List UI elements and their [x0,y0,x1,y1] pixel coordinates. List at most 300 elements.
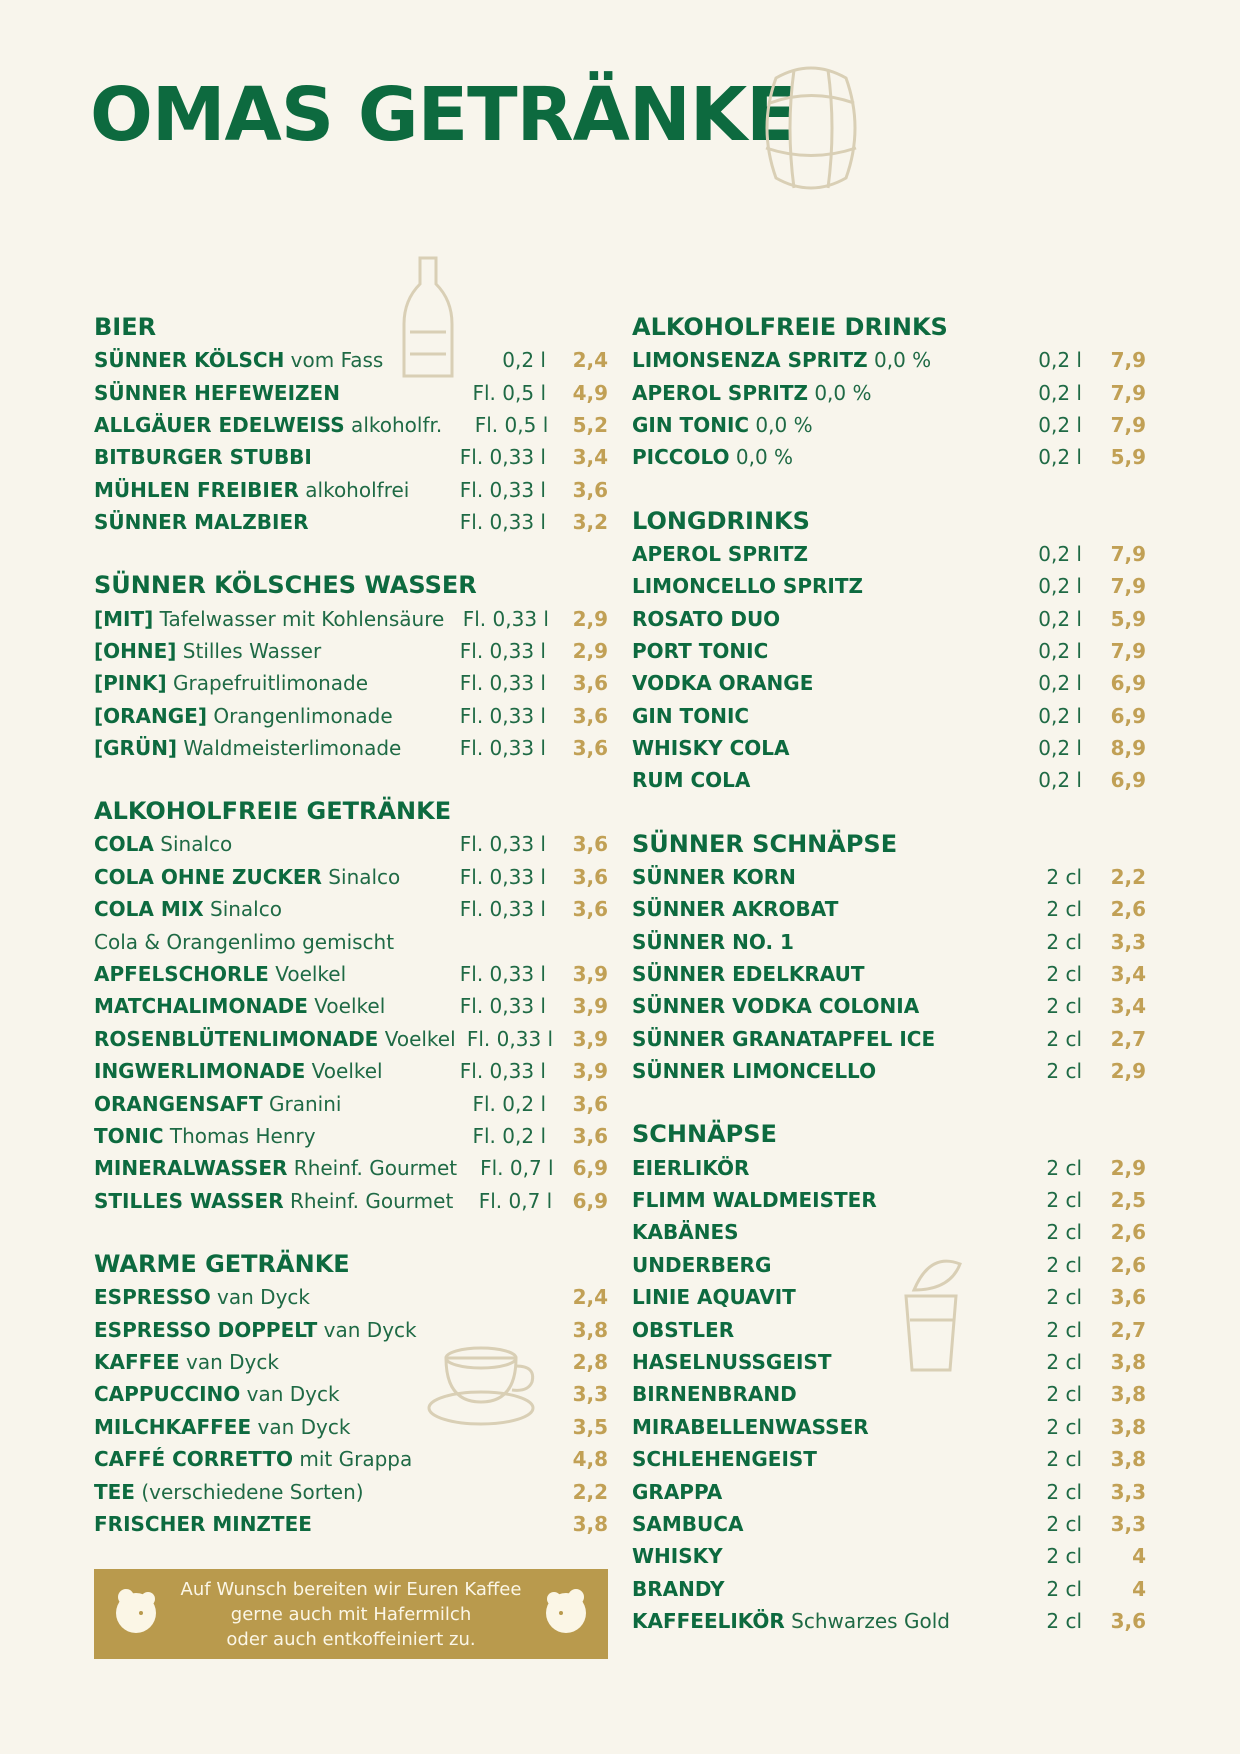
item-size: Fl. 0,33 l [459,671,546,696]
item-name [632,1512,1002,1536]
item-price: 3,3 [1110,1479,1146,1504]
menu-item [94,990,608,1022]
item-size: 0,2 l [1038,445,1082,470]
menu-item [632,893,1146,925]
item-title: MILCHKAFFEE [94,1414,252,1439]
item-title: UNDERBERG [632,1252,772,1277]
item-detail: Granini [262,1091,342,1116]
item-title: SÜNNER KÖLSCH [94,348,285,373]
item-size: 2 cl [1046,1609,1082,1634]
item-name [94,1027,456,1051]
item-price: 3,8 [572,1511,608,1536]
item-note: Cola & Orangenlimo gemischt [94,929,395,954]
item-name [632,445,1002,469]
menu-item [632,376,1146,408]
item-price: 3,6 [1110,1285,1146,1310]
item-name [94,1480,436,1504]
item-name [632,736,1002,760]
item-name [94,381,436,405]
item-price: 6,9 [1110,671,1146,696]
item-title: TEE [94,1479,135,1504]
item-price: 3,6 [572,671,608,696]
item-tag: [MIT] [94,606,154,631]
item-size: 2 cl [1046,1382,1082,1407]
item-price: 4 [1132,1576,1146,1601]
item-price: 2,7 [1110,1317,1146,1342]
menu-item [632,441,1146,473]
item-price: 3,4 [1110,962,1146,987]
item-title: INGWERLIMONADE [94,1059,306,1084]
item-name [632,1027,1002,1051]
item-detail: van Dyck [210,1285,310,1310]
item-name [94,1512,436,1536]
item-size: 2 cl [1046,1285,1082,1310]
menu-item [94,1508,608,1540]
item-name [94,704,436,728]
menu-item [632,1055,1146,1087]
item-name [94,348,436,372]
notice-line: gerne auch mit Hafermilch [230,1603,472,1625]
menu-item [94,893,608,925]
section-title: ALKOHOLFREIE GETRÄNKE [94,797,452,826]
menu-item [632,732,1146,764]
item-title: APEROL SPRITZ [632,380,808,405]
item-detail: mit Grappa [293,1447,413,1472]
item-title: BRANDY [632,1576,725,1601]
item-size: Fl. 0,2 l [472,1124,546,1148]
menu-item [632,1281,1146,1313]
item-name [94,607,444,631]
item-name [632,639,1002,663]
item-name [632,1253,1002,1277]
menu-item [94,828,608,860]
menu-item [94,1475,608,1507]
item-name [94,510,436,534]
item-detail: Schwarzes Gold [784,1609,950,1634]
menu-item [632,538,1146,570]
menu-item [94,409,608,441]
item-size: 2 cl [1046,1317,1082,1342]
item-name [632,574,1002,598]
menu-section [94,568,608,764]
item-price: 7,9 [1110,638,1146,663]
menu-item [94,474,608,506]
menu-item [94,1087,608,1119]
item-name [94,1092,436,1116]
item-title: VODKA ORANGE [632,671,814,696]
item-price: 7,9 [1110,412,1146,437]
menu-item [94,1346,608,1378]
menu-item [632,764,1146,796]
menu-item [632,667,1146,699]
item-price: 3,8 [1110,1447,1146,1472]
item-title: SÜNNER MALZBIER [94,510,309,535]
item-name [94,832,436,856]
item-size: 0,2 l [1038,736,1082,761]
item-detail: Orangenlimonade [206,703,393,728]
item-title: SÜNNER NO. 1 [632,929,794,954]
item-title: SÜNNER HEFEWEIZEN [94,380,340,405]
menu-item [632,635,1146,667]
item-detail: alkoholfrei [298,477,410,502]
item-size: Fl. 0,5 l [474,412,549,437]
menu-item [94,1443,608,1475]
item-title: GRAPPA [632,1479,723,1504]
item-price: 2,2 [1110,864,1146,889]
item-price: 5,9 [1110,606,1146,631]
item-size: Fl. 0,7 l [478,1188,553,1213]
menu-item [632,1346,1146,1378]
item-name [632,1285,1002,1309]
item-price: 7,9 [1110,541,1146,566]
item-detail: (verschiedene Sorten) [134,1479,364,1504]
item-name [632,348,1002,372]
item-detail: Waldmeisterlimonade [177,736,402,761]
menu-item [94,925,608,957]
item-name [632,1382,1002,1406]
menu-item [632,1151,1146,1183]
item-title: SÜNNER GRANATAPFEL ICE [632,1026,936,1051]
section-title: BIER [94,313,157,341]
item-size: 2 cl [1046,1479,1082,1504]
item-title: RUM COLA [632,768,751,793]
section-title: SCHNÄPSE [632,1120,777,1149]
item-size: 0,2 l [1038,380,1082,405]
item-price: 2,9 [1110,1059,1146,1084]
menu-item [94,1120,608,1152]
menu-column-right [632,310,1146,1667]
section-title: ALKOHOLFREIE DRINKS [632,313,948,341]
item-title: APEROL SPRITZ [632,541,808,566]
menu-item [632,1475,1146,1507]
item-size: 0,2 l [1038,606,1082,631]
menu-item [632,925,1146,957]
item-name [94,1382,436,1406]
item-title: APFELSCHORLE [94,962,269,987]
item-name [94,1156,457,1180]
menu-item [94,1152,608,1184]
item-name [94,671,436,695]
item-price: 3,6 [1110,1609,1146,1634]
item-title: SÜNNER EDELKRAUT [632,962,865,987]
item-size: 2 cl [1046,1414,1082,1439]
barrel-icon [756,58,866,198]
item-name [94,962,436,986]
item-size: 2 cl [1046,897,1082,922]
section-title: WARME GETRÄNKE [94,1249,350,1278]
item-detail: Grapefruitlimonade [166,671,369,696]
item-title: SÜNNER AKROBAT [632,897,839,922]
menu-item [94,1313,608,1345]
item-name [632,1156,1002,1180]
item-size: Fl. 0,33 l [459,703,546,728]
item-name [632,1447,1002,1471]
item-price: 7,9 [1110,574,1146,599]
notice-box [94,1569,608,1659]
item-tag: [PINK] [94,671,167,696]
menu-item [94,700,608,732]
item-name [632,962,1002,986]
menu-item [632,990,1146,1022]
menu-item [632,1540,1146,1572]
menu-item [94,732,608,764]
menu-item [632,409,1146,441]
menu-item [94,667,608,699]
item-price: 2,6 [1110,1252,1146,1277]
item-price: 3,8 [1110,1349,1146,1374]
item-title: COLA OHNE ZUCKER [94,864,322,889]
item-size: 0,2 l [1038,574,1082,599]
item-price: 3,9 [572,994,608,1019]
item-title: MÜHLEN FREIBIER [94,477,299,502]
item-price: 6,9 [1110,768,1146,793]
item-name [632,1350,1002,1374]
item-price: 4 [1132,1544,1146,1569]
item-name [632,607,1002,631]
item-price: 4,9 [572,380,608,405]
item-name [94,930,436,954]
item-price: 2,2 [572,1479,608,1504]
item-name [632,1415,1002,1439]
page-title: OMAS GETRÄNKE [90,72,796,158]
item-price: 7,9 [1110,380,1146,405]
item-size: 0,2 l [1038,541,1082,566]
item-tag: [ORANGE] [94,703,207,728]
menu-item [632,1023,1146,1055]
item-name [632,671,1002,695]
item-name [94,1059,436,1083]
item-size: 0,2 l [1038,638,1082,663]
item-title: STILLES WASSER [94,1188,284,1213]
item-title: WHISKY [632,1544,723,1569]
grandma-face-icon [538,1587,594,1643]
item-price: 2,5 [1110,1188,1146,1212]
menu-item [632,1378,1146,1410]
item-size: Fl. 0,33 l [459,962,546,987]
menu-item [632,602,1146,634]
item-title: ESPRESSO DOPPELT [94,1317,318,1342]
item-size: 2 cl [1046,864,1082,889]
menu-section [94,1247,608,1540]
menu-section [94,794,608,1217]
item-size: Fl. 0,33 l [459,638,546,663]
item-price: 5,9 [1110,445,1146,470]
item-price: 5,2 [572,412,608,437]
item-name [632,1609,1002,1633]
menu-item [632,1605,1146,1637]
menu-item [94,861,608,893]
item-price: 8,9 [1110,736,1146,761]
item-detail: 0,0 % [867,348,932,373]
menu-section [632,827,1146,1088]
item-detail: 0,0 % [807,380,872,405]
item-size: 0,2 l [1038,348,1082,373]
item-title: TONIC [94,1124,164,1148]
item-title: MATCHALIMONADE [94,994,308,1019]
item-price: 3,6 [572,477,608,502]
item-detail: Voelkel [378,1026,456,1051]
item-detail: 0,0 % [729,445,794,470]
item-price: 2,8 [572,1349,608,1374]
item-size: 2 cl [1046,1544,1082,1569]
item-price: 3,9 [572,1059,608,1084]
item-name [94,445,436,469]
menu-item [632,1184,1146,1216]
item-size: 2 cl [1046,1447,1082,1472]
notice-text [181,1577,522,1652]
item-name [94,897,436,921]
item-detail: Tafelwasser mit Kohlensäure [153,606,445,631]
item-price: 3,9 [572,962,608,987]
menu-item [94,958,608,990]
item-price: 3,8 [1110,1382,1146,1407]
item-size: 2 cl [1046,1155,1082,1180]
menu-section [94,310,608,538]
item-detail: alkoholfr. [344,412,443,437]
item-name [632,930,1002,954]
item-tag: [OHNE] [94,638,177,663]
item-title: PICCOLO [632,445,730,470]
item-price: 3,6 [572,703,608,728]
item-size: Fl. 0,33 l [459,864,546,889]
item-size: 2 cl [1046,1252,1082,1277]
item-title: ORANGENSAFT [94,1091,263,1116]
item-size: Fl. 0,33 l [459,510,546,535]
item-size: 2 cl [1046,1026,1082,1051]
item-title: FRISCHER MINZTEE [94,1511,312,1536]
section-title: SÜNNER KÖLSCHES WASSER [94,571,477,600]
item-size: Fl. 0,7 l [480,1156,554,1181]
item-title: ROSATO DUO [632,606,781,631]
item-name [94,413,442,437]
item-name [632,1188,1002,1212]
menu-section [632,1117,1146,1637]
item-detail: 0,0 % [749,412,813,437]
item-size: Fl. 0,33 l [459,477,546,502]
menu-item [94,344,608,376]
item-detail: Sinalco [203,897,282,922]
item-name [94,639,436,663]
item-title: SCHLEHENGEIST [632,1447,817,1472]
item-detail: vom Fass [284,348,384,373]
item-detail: Voelkel [305,1059,383,1084]
menu-item [632,1411,1146,1443]
menu-section [632,504,1146,797]
menu-item [94,1281,608,1313]
item-title: KAFFEELIKÖR [632,1609,785,1634]
item-detail: van Dyck [179,1349,279,1374]
item-size: Fl. 0,33 l [459,736,546,761]
item-price: 2,9 [572,606,608,631]
item-size: 2 cl [1046,1511,1082,1536]
item-title: KABÄNES [632,1220,739,1245]
item-size: Fl. 0,33 l [459,445,546,470]
item-name [632,1544,1002,1568]
item-title: BITBURGER STUBBI [94,445,312,470]
item-title: COLA MIX [94,897,204,922]
menu-item [94,441,608,473]
menu-item [94,1185,608,1217]
item-size: Fl. 0,33 l [459,994,546,1019]
item-title: WHISKY COLA [632,736,790,761]
menu-item [632,1249,1146,1281]
item-name [94,1350,436,1374]
menu-section [632,310,1146,474]
item-size: Fl. 0,33 l [459,897,546,922]
item-price: 2,6 [1110,897,1146,922]
item-title: MIRABELLENWASSER [632,1414,869,1439]
item-detail: Voelkel [307,994,386,1019]
item-title: PORT TONIC [632,638,769,663]
item-title: ESPRESSO [94,1285,211,1310]
item-price: 3,6 [572,1124,608,1148]
item-price: 6,9 [1110,703,1146,728]
item-price: 6,9 [572,1188,608,1213]
item-title: SÜNNER KORN [632,864,796,889]
item-size: Fl. 0,2 l [472,1091,546,1116]
item-size: 0,2 l [1038,412,1082,437]
item-name [632,1318,1002,1342]
item-title: FLIMM WALDMEISTER [632,1188,877,1212]
item-name [94,1124,436,1148]
item-name [632,542,1002,566]
item-size: 0,2 l [1038,671,1082,696]
item-detail: Stilles Wasser [176,638,322,663]
item-title: OBSTLER [632,1317,735,1342]
item-price: 3,6 [572,897,608,922]
item-price: 3,4 [1110,994,1146,1019]
item-name [632,1220,1002,1244]
item-detail: van Dyck [240,1382,340,1407]
item-size: 2 cl [1046,1059,1082,1084]
menu-item [632,570,1146,602]
item-price: 3,8 [572,1317,608,1342]
item-name [94,865,436,889]
item-size: 2 cl [1046,1349,1082,1374]
item-price: 2,4 [572,1285,608,1310]
menu-item [632,1443,1146,1475]
menu-item [632,958,1146,990]
item-price: 2,9 [1110,1155,1146,1180]
item-size: 2 cl [1046,994,1082,1019]
item-detail: Sinalco [321,864,401,889]
item-detail: van Dyck [317,1317,417,1342]
item-size: 2 cl [1046,962,1082,987]
item-size: Fl. 0,33 l [459,832,546,857]
item-size: Fl. 0,33 l [462,606,549,631]
item-price: 3,6 [572,1091,608,1116]
menu-item [94,506,608,538]
item-price: 2,6 [1110,1220,1146,1245]
item-price: 3,8 [1110,1414,1146,1439]
menu-item [632,700,1146,732]
item-name [94,994,436,1018]
section-title: LONGDRINKS [632,506,810,535]
item-name [632,381,1002,405]
item-name [94,1189,453,1213]
notice-line: oder auch entkoffeiniert zu. [226,1628,476,1650]
item-price: 3,3 [572,1382,608,1407]
item-name [632,768,1002,792]
item-size: 0,2 l [1038,703,1082,728]
menu-item [94,1378,608,1410]
item-price: 3,3 [1110,1511,1146,1536]
menu-item [632,1508,1146,1540]
menu-item [94,1023,608,1055]
item-name [94,1415,436,1439]
item-title: BIRNENBRAND [632,1382,797,1407]
item-title: MINERALWASSER [94,1156,288,1181]
